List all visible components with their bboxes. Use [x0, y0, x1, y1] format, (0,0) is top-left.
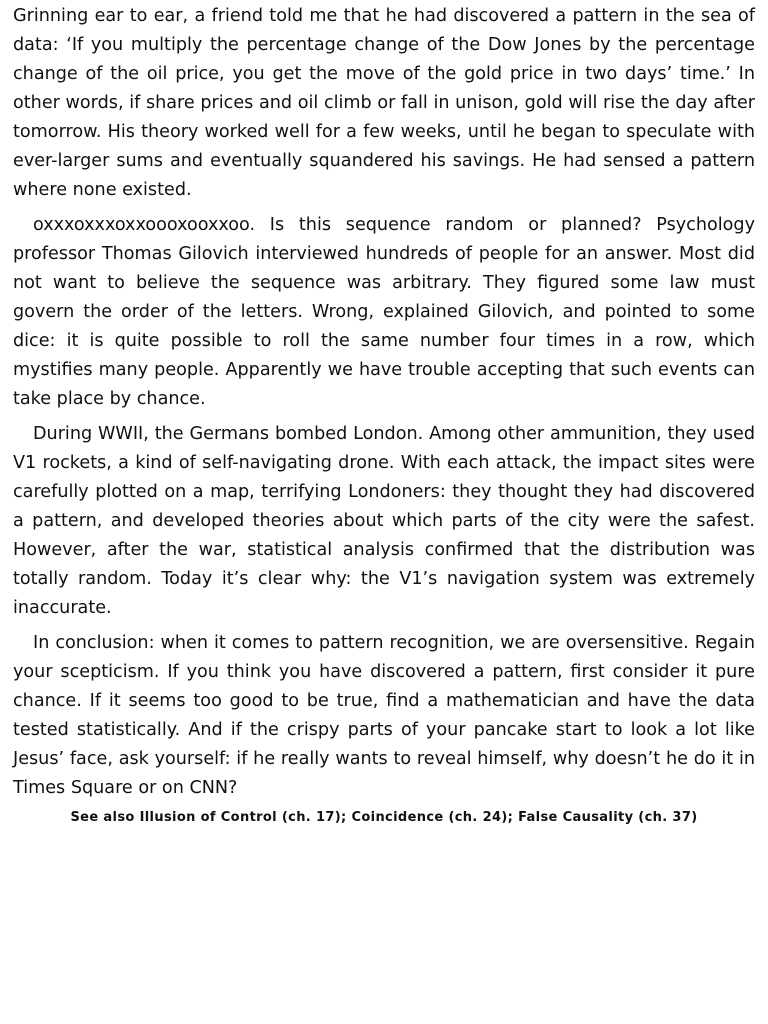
paragraph-conclusion: In conclusion: when it comes to pattern recognition, we are oversensitive. Regain your scepticism. If you think you have discovered a pattern, first consider it pure chance. If it seems too good to be true, find a mathematician and have the data tested statistically. And if the crispy parts of your pancake start to look a lot like Jesus’ face, ask yourself: if he really wants to reveal himself, why doesn’t he do it in Times Square or on CNN? — [13, 633, 755, 798]
paragraph-v1-rockets: During WWII, the Germans bombed London. Among other ammunition, they used V1 rockets, a kind of self-navigating drone. With each attack, the impact sites were carefully plotted on a map, terrifying Londoners: they thought they had discovered a pattern, and developed theories about which parts of the city were the safest. However, after the war, statistical analysis confirmed that the distribution was totally random. Today it’s clear why: the V1’s navigation system was extremely inaccurate. — [13, 424, 755, 618]
page-content — [13, 2, 755, 827]
paragraph-random-sequence: oxxxoxxxoxxoooxooxxoo. Is this sequence random or planned? Psychology professor Thomas Gilovich interviewed hundreds of people for an answer. Most did not want to believe the sequence was arbitrary. They figured some law must govern the order of the letters. Wrong, explained Gilovich, and pointed to some dice: it is quite possible to roll the same number four times in a row, which mystifies many people. Apparently we have trouble accepting that such events can take place by chance. — [13, 215, 755, 409]
see-also-note: See also Illusion of Control (ch. 17); Coincidence (ch. 24); False Causality (ch. 37) — [70, 810, 698, 825]
paragraph-friend-pattern: Grinning ear to ear, a friend told me that he had discovered a pattern in the sea of data: ‘If you multiply the percentage change of the Dow Jones by the percentage change of the oil price, you get the move of the gold price in two days’ time.’ In other words, if share prices and oil climb or fall in unison, gold will rise the day after tomorrow. His theory worked well for a few weeks, until he began to speculate with ever-larger sums and eventually squandered his savings. He had sensed a pattern where none existed. — [13, 6, 755, 200]
